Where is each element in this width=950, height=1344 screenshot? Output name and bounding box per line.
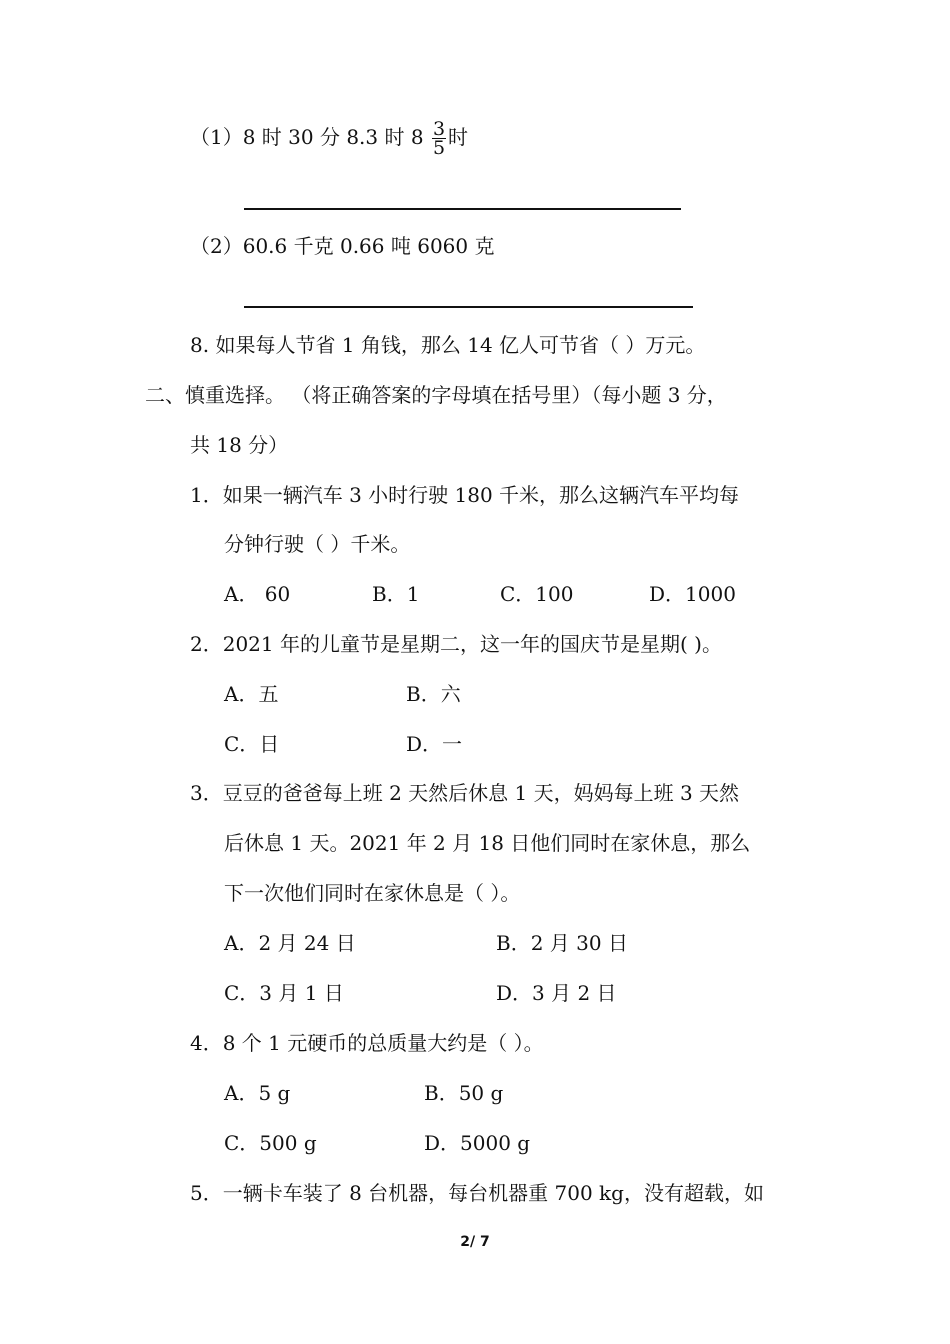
question-4-line1: 4．8 个 1 元硬币的总质量大约是（ ）。	[190, 1031, 544, 1055]
q4-option-a[interactable]: A．5 g	[224, 1081, 291, 1105]
q7-part1-prefix: （1）8 时 30 分 8.3 时 8	[190, 125, 424, 149]
question-3-line1: 3．豆豆的爸爸每上班 2 天然后休息 1 天，妈妈每上班 3 天然	[190, 781, 740, 805]
q7-part2: （2）60.6 千克 0.66 吨 6060 克	[190, 234, 495, 258]
section-2-heading-line1: 二、慎重选择。 （将正确答案的字母填在括号里）（每小题 3 分，	[145, 383, 727, 407]
q3-option-b[interactable]: B．2 月 30 日	[496, 931, 628, 955]
question-3-line3: 下一次他们同时在家休息是（ ）。	[224, 881, 521, 905]
q4-option-d[interactable]: D．5000 g	[424, 1131, 531, 1155]
fraction-denominator: 5	[432, 137, 446, 159]
q3-option-a[interactable]: A．2 月 24 日	[224, 931, 356, 955]
q4-option-c[interactable]: C．500 g	[224, 1131, 317, 1155]
q2-option-c[interactable]: C．日	[224, 732, 280, 756]
question-2-line1: 2．2021 年的儿童节是星期二，这一年的国庆节是星期( )。	[190, 632, 722, 656]
q2-option-a[interactable]: A．五	[224, 682, 279, 706]
q7-part1-fraction	[432, 120, 446, 157]
q2-option-d[interactable]: D．一	[406, 732, 463, 756]
q4-option-b[interactable]: B．50 g	[424, 1081, 504, 1105]
q1-option-d[interactable]: D．1000	[649, 582, 736, 606]
q1-option-c[interactable]: C．100	[500, 582, 574, 606]
q2-option-b[interactable]: B．六	[406, 682, 461, 706]
section-2-heading-line2: 共 18 分）	[190, 433, 289, 457]
question-1-line1: 1．如果一辆汽车 3 小时行驶 180 千米，那么这辆汽车平均每	[190, 483, 740, 507]
q3-option-c[interactable]: C．3 月 1 日	[224, 981, 344, 1005]
q3-option-d[interactable]: D．3 月 2 日	[496, 981, 617, 1005]
q1-option-b[interactable]: B．1	[372, 582, 420, 606]
question-3-line2: 后休息 1 天。2021 年 2 月 18 日他们同时在家休息，那么	[224, 831, 751, 855]
fraction-numerator: 3	[432, 118, 446, 140]
page-number: 2/ 7	[460, 1234, 490, 1250]
q7-part1	[190, 120, 468, 157]
answer-line-1[interactable]	[244, 208, 681, 210]
question-1-line2: 分钟行驶（ ）千米。	[224, 532, 411, 556]
question-8: 8. 如果每人节省 1 角钱，那么 14 亿人可节省（ ）万元。	[190, 333, 706, 357]
answer-line-2[interactable]	[244, 306, 693, 308]
q1-option-a[interactable]: A． 60	[224, 582, 291, 606]
q7-part1-suffix: 时	[448, 125, 469, 149]
question-5-line1: 5．一辆卡车装了 8 台机器，每台机器重 700 kg，没有超载，如	[190, 1181, 764, 1205]
